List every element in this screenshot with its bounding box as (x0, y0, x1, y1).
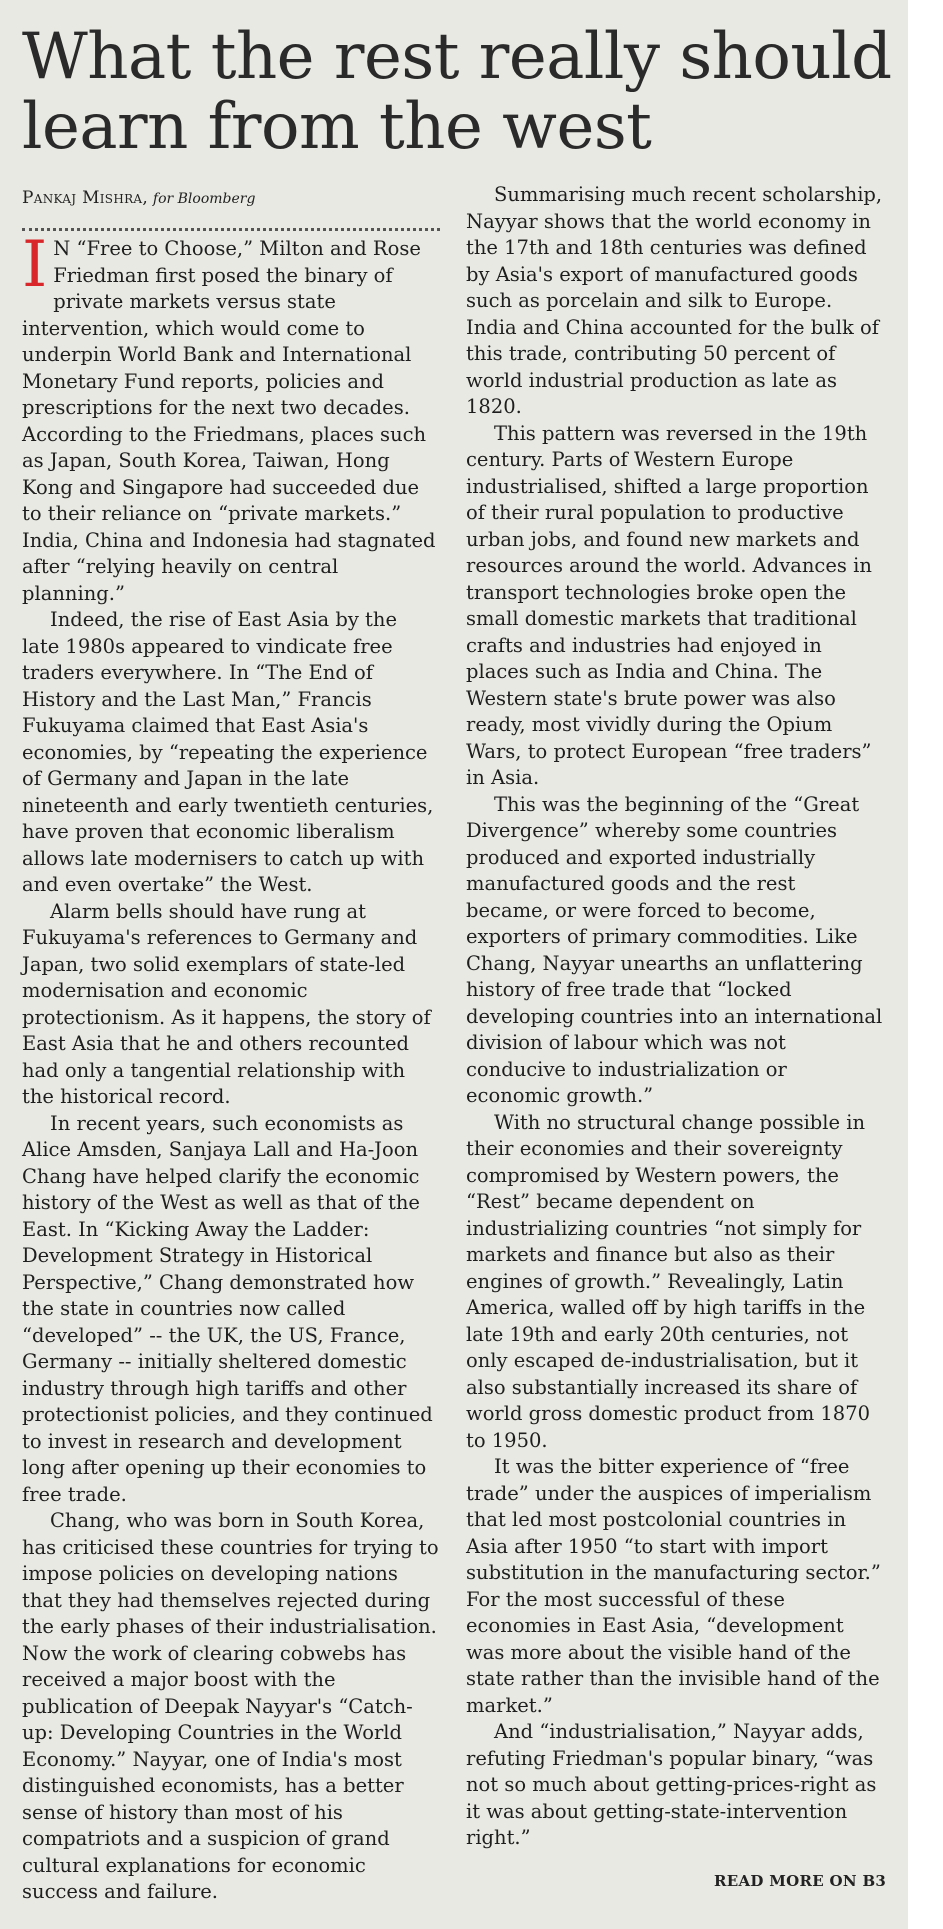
paragraph-text: “Free to Choose,” Milton and Rose Friedman first posed the binary of private markets versus state intervention, which would come to underpin World Bank and International Monetary Fund reports, policies and prescriptions for the next two decades. According to the Friedmans, places such as Japan, South Korea, Taiwan, Hong Kong and Singapore had succeeded due to their reliance on “private markets.” India, China and Indonesia had stagnated after “relying heavily on central planning.” (22, 237, 436, 605)
read-more-link: READ MORE ON B3 (714, 1872, 887, 1890)
article-paragraph: Alarm bells should have rung at Fukuyama's references to Germany and Japan, two solid exemplars of state-led modernisation and economic protectionism. As it happens, the story of East Asia that he and others recounted had only a tangential relationship with the historical record. (22, 899, 431, 1108)
byline-source: for Bloomberg (152, 191, 256, 207)
article-paragraph: Summarising much recent scholarship, Nayyar shows that the world economy in the 17th and 18th centuries was defined by Asia's export of manufactured goods such as porcelain and silk to Europe. India and China accounted for the bulk of this trade, contributing 50 percent of world industrial production as late as 1820. (466, 183, 883, 418)
drop-cap: I (22, 228, 48, 302)
article-paragraph: It was the bitter experience of “free trade” under the auspices of imperialism that led most postcolonial countries in Asia after 1950 “to start with import substitution in the manufacturing sector.” For the most successful of these economies in East Asia, “development was more about the visible hand of the state rather than the invisible hand of the market.” (466, 1455, 881, 1717)
article-paragraph: Chang, who was born in South Korea, has criticised these countries for trying to impose policies on developing nations that they had themselves rejected during the early phases of their industrialisation. Now the work of clearing cobwebs has received a major boost with the publication of Deepak Nayyar's “Catch-up: Developing Countries in the World Economy.” Nayyar, one of India's most distinguished economists, has a better sense of history than most of his compatriots and a suspicion of grand cultural explanations for economic success and failure. (22, 1509, 439, 1903)
article-paragraph: With no structural change possible in their economies and their sovereignty compromised by Western powers, the “Rest” became dependent on industrializing countries “not simply for markets and finance but also as their engines of growth.” Revealingly, Latin America, walled off by high tariffs in the late 19th and early 20th centuries, not only escaped de-industrialisation, but it also substantially increased its share of world gross domestic product from 1870 to 1950. (466, 1110, 871, 1452)
article-paragraph: In recent years, such economists as Alice Amsden, Sanjaya Lall and Ha-Joon Chang have helped clarify the economic history of the West as well as that of the East. In “Kicking Away the Ladder: Development Strategy in Historical Perspective,” Chang demonstrated how the state in countries now called “developed” -- the UK, the US, France, Germany -- initially sheltered domestic industry through high tariffs and other protectionist policies, and they continued to invest in research and development long after opening up their economies to free trade. (22, 1111, 433, 1506)
article-paragraph: This was the beginning of the “Great Divergence” whereby some countries produced and exported industrially manufactured goods and the rest became, or were forced to become, exporters of primary commodities. Like Chang, Nayyar unearths an unflattering history of free trade that “locked developing countries into an international division of labour which was not conducive to industrialization or economic growth.” (466, 792, 883, 1107)
article-column-left (22, 228, 440, 1906)
article-paragraph: And “industrialisation,” Nayyar adds, refuting Friedman's popular binary, “was not so much about getting-prices-right as it was about getting-state-intervention right.” (466, 1720, 877, 1849)
article-paragraph: This pattern was reversed in the 19th century. Parts of Western Europe industrialised, shifted a large proportion of their rural population to productive urban jobs, and found new markets and resources around the world. Advances in transport technologies broke open the small domestic markets that traditional crafts and industries had enjoyed in places such as India and China. The Western state's brute power was also ready, most vividly during the Opium Wars, to protect European “free traders” in Asia. (466, 421, 872, 789)
headline: What the rest really should learn from the west (22, 20, 892, 164)
lead-in: N (53, 237, 71, 260)
article-paragraph (22, 228, 440, 607)
article-paragraph: Indeed, the rise of East Asia by the late 1980s appeared to vindicate free traders everywhere. In “The End of History and the Last Man,” Francis Fukuyama claimed that East Asia's economies, by “repeating the experience of Germany and Japan in the late nineteenth and early twentieth centuries, have proven that economic liberalism allows late modernisers to catch up with and even overtake” the West. (22, 608, 434, 896)
article-column-right (466, 182, 884, 1852)
byline (22, 188, 255, 208)
byline-divider (22, 228, 440, 231)
byline-author: Pankaj Mishra, (22, 188, 149, 208)
